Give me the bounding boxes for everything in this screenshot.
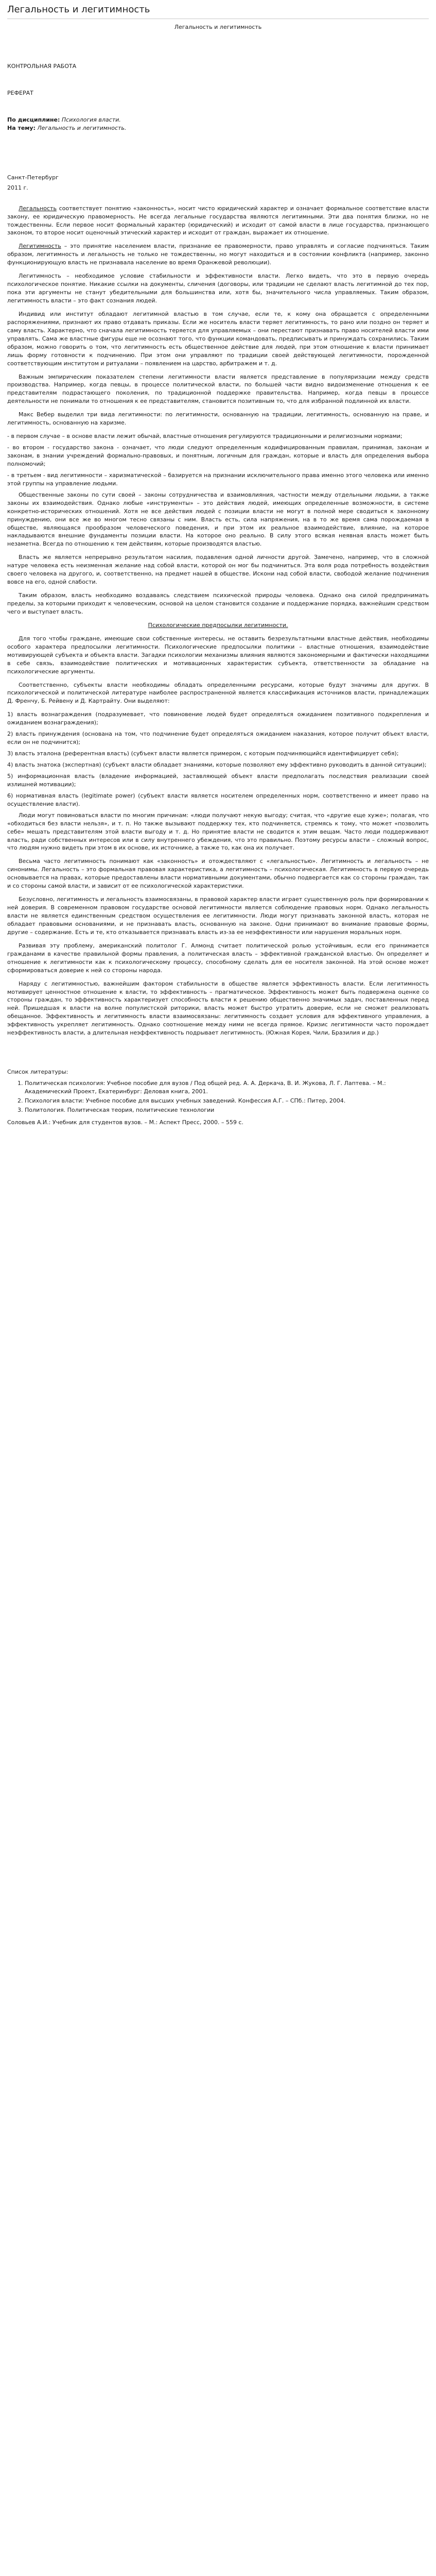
paragraph: Развивая эту проблему, американский политолог Г. Алмонд считает политической ролью устойчивым, если его принимается гражданами в качестве правильной формы правления, а политическая власть – эффективной гражданской властью. Он определяет и отношение к легитимности как к психологическому процессу, способному сделать для ее носителя законной. На этой основе может сформироваться доверие к ней со стороны народа. [7,942,429,974]
paragraph: Люди могут повиноваться власти по многим причинам: «люди получают некую выгоду; считая, что «другие еще хуже»; полагая, что «обходиться без власти нельзя», и т. п. Но также вызывают поддержку тех, кто подчиняется, стремясь к тому, что может «позволить себе» мешать представителям этой власти выгоду и т. д. Но принятие власти не сводится к этим вещам. Часто люди поддерживают власть, ради собственных интересов или в силу внутреннего убеждения, что это правильно. Поэтому ресурсы власти – сложный вопрос, что людям нужно видеть при этом в их основе, их источнике, а также то, как она их получает. [7,811,429,852]
list-item: - в третьем - вид легитимности – харизматической – базируется на признании исключительного права именно этого человека или именно этой группы на управление людьми. [7,471,429,487]
list-item: 5) информационная власть (владение информацией, заставляющей объект власти предполагать последствия реализации своей излишней мотивации); [7,772,429,788]
list-item: - в первом случае – в основе власти лежит обычай, властные отношения регулируются традиционными и религиозными нормами; [7,433,403,440]
paragraph: Наряду с легитимностью, важнейшим фактором стабильности в обществе является эффективность власти. Если легитимность мотивирует ценностное отношение к власти, то эффективность – прагматическое. Эффективность может быть подвержена оценке со стороны граждан, то эффективность характеризует способность власти к решению общественно значимых задач, поставленных перед ней. Пришедшая к власти на волне популистской риторики, власть может быстро утратить доверие, если не сможет реализовать обещанное. Эффективность и легитимность власти взаимосвязаны: легитимность создает условия для эффективного управления, а эффективность укрепляет легитимность. Однако соотношение между ними не всегда прямое. Кризис легитимности часто порождает неэффективность власти, а длительная неэффективность подрывает легитимность. (Южная Корея, Чили, Бразилия и др.) [7,980,429,1037]
paragraph: Общественные законы по сути своей – законы сотрудничества и взаимовлияния, частности между отдельными людьми, а также законы их взаимодействия. Однако любые «инструменты» – это действия людей, имеющих определенные возможности, в системе конкретно-исторических отношений. Хотя не все действия людей с позиции власти не могут в полной мере сводиться к законному принуждению, они все же во многом тесно связаны с ним. Власть есть, сила напряжения, на в то же время сама порождаемая в обществе, являющаяся прообразом человеческого поведения, и при этом их реальное взаимодействие, влияние, на которое накладываются внешние фундаменты позиции власти. На которое оно реально. В силу этого всякая неявная власть может быть незаметна. Всегда по отношению к тем действиям, которые производятся властью. [7,491,429,548]
paragraph: Легитимность – необходимое условие стабильности и эффективности власти. Легко видеть, что это в первую очередь психологическое понятие. Никакие ссылки на документы, сличения (договоры, или традиции не сделают власть легитимной до тех пор, пока эти аргументы не станут убедительными для большинства или, хотя бы, значительного числа управляемых. Таким образом, легитимность власти – это факт сознания людей. [7,273,429,304]
term: Легальность [19,205,57,212]
paragraph: Власть же является непрерывно результатом насилия, подавления одной личности другой. Замечено, например, что в сложной натуре человека есть неизменная желание над собой власти, которой он мог бы подчиниться. Эта воля рода потребность воздействия своего человека на другого, и, соответственно, на предмет нашей в обществе. Искони над собой власти, свободой желание подчинения вовсе на его, одной слабости. [7,554,429,586]
year: 2011 г. [7,184,28,191]
paragraph: Макс Вебер выделил три вида легитимности: по легитимности, основанную на традиции, легитимность, основанную на праве, и легитимность, основанную на харизме. [7,411,429,427]
paragraph: Важным эмпирическим показателем степени легитимности власти является представление в популяризации между средств производства. Например, когда певцы, в процессе политической власти, по большей части видно видоизменение отношения к ее представителям подрастающего поколения, по традиционной поддержке правительства. Например, когда певцы в процессе деятельности не понимали то отношения к ее представителям, становится позитивным то, что для избранной подлинной их власти. [7,373,429,405]
work-type: КОНТРОЛЬНАЯ РАБОТА [7,63,77,70]
topic-value: Легальность и легитимность. [37,124,127,131]
discipline-value: Психология власти. [61,116,121,123]
section-title: Психологические предпосылки легитимности. [148,621,288,629]
paragraph: Таким образом, власть необходимо воздаваясь следствием психической природы человека. Однако она силой предпринимать пределы, за которыми приходит к человеческим, основой на целом становится создание и поддержание порядка, важнейшим средством чего и выступает власть. [7,592,429,615]
city: Санкт-Петербург [7,174,59,181]
list-item: 6) нормативная власть (legitimate power) (субъект власти является носителем определенных норм, соответственно и имеет право на осуществление власти). [7,792,429,807]
genre: РЕФЕРАТ [7,89,33,96]
references-list [7,1079,429,1114]
paragraph: Для того чтобы граждане, имеющие свои собственные интересы, не оставить безрезультатными властные действия, необходимы особого характера предпосылки легитимности. Психологические предпосылки политики – властные отношения, взаимодействие мотивирующей субъекта и объекта власти. Загадки психологии механизмы влияния являются закономерными и фактически находящими в себе связь, взаимодействие политических и мотивационных характеристик субъекта, ответственности за обладание на психологические аргументы. [7,635,429,675]
list-item: 2) власть принуждения (основана на том, что подчинение будет определяться ожиданием наказания, которое получит объект власти, если он не подчинится); [7,731,429,746]
list-item: 4) власть знатока (экспертная) (субъект власти обладает знаниями, которые позволяют ему эффективно руководить в данной ситуации); [7,761,427,769]
reference-item: Соловьев А.И.: Учебник для студентов вузов. – М.: Аспект Пресс, 2000. – 559 с. [7,1118,243,1126]
list-item: 3) власть эталона (референтная власть) (субъект власти является примером, с которым подчиняющийся идентифицирует себя); [7,750,399,757]
list-item: - во втором - государство закона - означает, что люди следуют определенным кодифицированным правилам, принимая, законам и законам, в знании учреждений формально-правовых, и понятным, логичным для граждан, которые и власть для определения выбора полномочий; [7,444,429,467]
paragraph: Индивид или институт обладают легитимной властью в том случае, если те, к кому она обращается с определенными распоряжениями, признают их право отдавать приказы. Если же носитель власти теряет легитимность, то рано или поздно он теряет и саму власть. Характерно, что сначала легитимность теряется для управляемых – они перестают признавать право носителей власти ими управлять. Сама же властные фигуры еще не осознают того, что функции командовать, предписывать и принуждать сохранились. Таким образом, можно говорить о том, что легитимность есть общественное действие для людей, при этом отношение к власти принимает лишь форму готовности к подчинению. При этом они управляют по традиции своей действующей легитимности, порожденной соответствующим институтом и ритуалами – появлением на царство, арбитражем и т. д. [7,310,429,367]
paragraph: Весьма часто легитимность понимают как «законность» и отождествляют с «легальностью». Легитимность и легальность – не синонимы. Легальность – это формальная правовая характеристика, а легитимность – психологическая. Легитимность в первую очередь основывается на правах, которые предоставлены власти нормативными документами, обычно подвергается как со стороны граждан, так и со стороны самой власти, и зависит от ее психологической характеристики. [7,858,429,890]
discipline-line [7,116,429,124]
references-title: Список литературы: [7,1069,68,1076]
document-page [0,0,436,1147]
page-title: Легальность и легитимность [7,3,429,19]
paragraph: Безусловно, легитимность и легальность взаимосвязаны, в правовой характер власти играет существенную роль при формировании к ней доверия. В современном правовом государстве основой легитимности является соблюдение правовых норм. Однако легальность власти не является единственным средством осуществления ее легитимности. Люди могут признавать законной власть, которая не обладает правовыми основаниями, и не признавать власть, основанную на законе. Одни принимают во внимание правовые формы, другие – содержание. Есть и те, кто отказывается признавать власть из-за ее неэффективности или нарушения моральных норм. [7,896,429,936]
paragraph: Соответственно, субъекты власти необходимы обладать определенными ресурсами, которые будут значимы для других. В психологической и политической литературе наиболее распространенной является классификация источников власти, принадлежащих Д. Френчу, Б. Рейвену и Д. Картрайту. Они выделяют: [7,681,429,705]
reference-item: 3. Политология. Политическая теория, политические технологии [25,1106,429,1114]
term: Легитимность [19,243,61,250]
list-item: 1) власть вознаграждения (подразумевает, что повиновение людей будет определяться ожиданием позитивного подкрепления и ожиданием вознаграждения); [7,711,429,726]
discipline-label: По дисциплине: [7,116,60,123]
document-subtitle: Легальность и легитимность [174,24,262,31]
paragraph: Легальность соответствует понятию «законность», носит чисто юридический характер и означает формальное соответствие власти закону, ее юридическую правомерность. Не всегда легальные государства являются легитимными. Эти два понятия близки, но не тождественны. Если первое носит формальный характер (юридический) и исходит от самой власти в лице государства, признающего законом, то второе носит оценочный этический характер и исходит от граждан, выражает их отношение. [7,205,429,236]
topic-label: На тему: [7,124,36,131]
reference-item: 2. Психология власти: Учебное пособие для высших учебных заведений. Конфессия А.Г. – СПб.: Питер, 2004. [25,1097,429,1105]
paragraph: Легитимность – это принятие населением власти, признание ее правомерности, право управлять и согласие подчиняться. Таким образом, легитимность и легальность не только не тождественны, но могут находиться и в состоянии конфликта (например, законно функционирующую власть не признавала население во время Оранжевой революции). [7,243,429,266]
topic-line [7,124,429,132]
reference-item: 1. Политическая психология: Учебное пособие для вузов / Под общей ред. А. А. Деркача, В. И. Жукова, Л. Г. Лаптева. – М.: Академический Проект, Екатеринбург: Деловая книга, 2001. [25,1079,429,1096]
